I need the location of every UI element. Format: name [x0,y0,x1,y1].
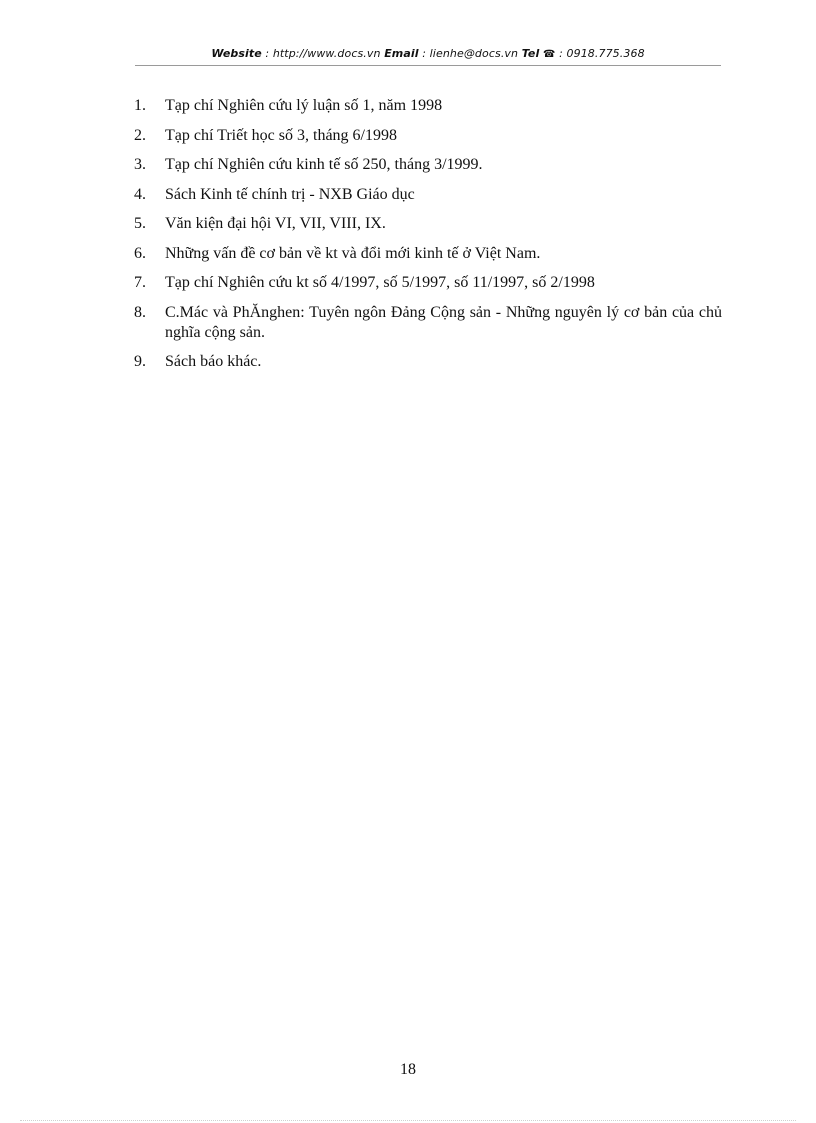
reference-number: 7. [134,274,146,291]
reference-number: 4. [134,185,146,203]
phone-icon: ☎ [542,49,556,60]
reference-text: Những vấn đề cơ bản về kt và đổi mới kinh tế ở Việt Nam. [165,244,541,262]
reference-item [134,185,722,205]
reference-item [134,96,722,116]
email-value: : lienhe@docs.vn [418,47,522,60]
reference-text: Tạp chí Triết học số 3, tháng 6/1998 [165,126,397,144]
reference-text: Tạp chí Nghiên cứu lý luận số 1, năm 1998 [165,97,443,114]
page-bottom-border [20,1120,796,1121]
reference-item [134,214,722,234]
reference-text: Tạp chí Nghiên cứu kt số 4/1997, số 5/1997, số 11/1997, số 2/1998 [165,274,595,291]
reference-number: 2. [134,126,146,144]
reference-text: Sách báo khác. [165,353,262,370]
website-value: : http://www.docs.vn [261,47,385,60]
reference-text: Tạp chí Nghiên cứu kinh tế số 250, tháng 3/1999. [165,156,483,173]
reference-number: 3. [134,156,146,173]
reference-text: Văn kiện đại hội VI, VII, VIII, IX. [165,215,386,232]
website-label: Website [211,47,262,60]
reference-item [134,352,722,372]
header-divider [135,65,721,66]
reference-number: 1. [134,97,146,114]
reference-item [134,126,722,146]
reference-number: 9. [134,353,146,370]
reference-item [134,155,722,175]
reference-text: Sách Kinh tế chính trị - NXB Giáo dục [165,185,415,203]
page-header [135,47,721,60]
tel-value: : 0918.775.368 [555,47,645,60]
reference-number: 5. [134,215,146,232]
page-number: 18 [400,1061,416,1078]
reference-number: 8. [134,303,146,321]
reference-item [134,244,722,264]
reference-item [134,273,722,293]
reference-item [134,303,722,343]
reference-list [134,96,722,382]
email-label: Email [384,47,419,60]
reference-number: 6. [134,244,146,262]
tel-label: Tel [521,47,540,60]
reference-text: C.Mác và PhĂnghen: Tuyên ngôn Đảng Cộng sản - Những nguyên lý cơ bản của chủ nghĩa cộng sản. [165,303,722,341]
